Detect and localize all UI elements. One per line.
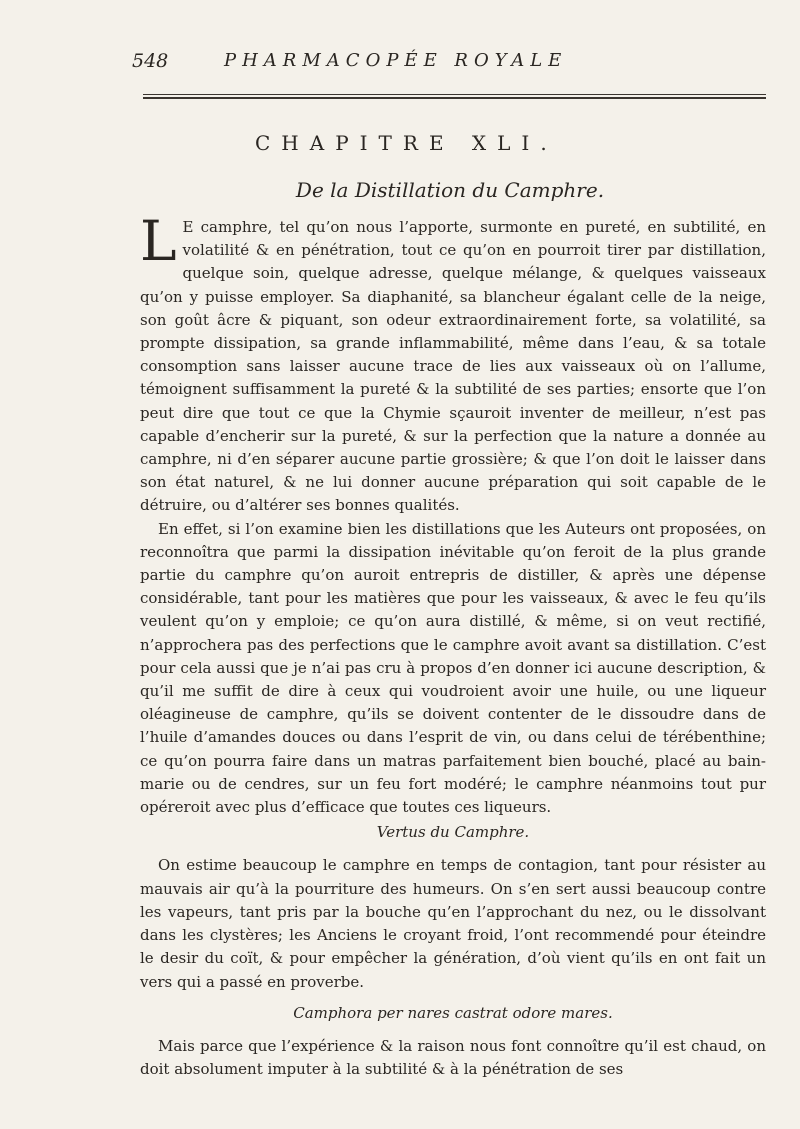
latin-proverb: Camphora per nares castrat odore mares. bbox=[293, 1003, 613, 1022]
paragraph-1 bbox=[140, 209, 766, 518]
chapter-heading: CHAPITRE XLI. bbox=[255, 131, 558, 155]
running-title: PHARMACOPÉE ROYALE bbox=[224, 50, 568, 71]
page-header bbox=[132, 48, 772, 78]
paragraph-2: En effet, si l’on examine bien les distillations que les Auteurs ont proposées, on reconnoîtra que parmi la dissipation inévitable qu’on feroit de la plus grande partie du camphre qu’on auroit entrepris de distiller, & après une dépense considérable, tant pour les matières que pour les vaisseaux, & avec le feu qu’ils veulent qu’on y emploie; ce qu’on aura distillé, & même, si on veut rectifié, n’approchera pas des perfections que le camphre avoit avant sa distillation. C’est pour cela aussi que je n’ai pas cru à propos d’en donner ici aucune description, & qu’il me suffit de dire à ceux qui voudroient avoir une huile, ou une liqueur oléagineuse de camphre, qu’ils se doivent contenter de le dissoudre dans de l’huile d’amandes douces ou dans l’esprit de vin, ou dans celui de térébenthine; ce qu’on pourra faire dans un matras parfaitement bien bouché, placé au bain-marie ou de cendres, sur un feu fort modéré; le camphre néanmoins tout pur opéreroit avec plus d’efficace que toutes ces liqueurs. bbox=[140, 519, 766, 817]
page-number: 548 bbox=[132, 50, 169, 72]
header-rule bbox=[143, 94, 766, 99]
drop-cap: L bbox=[140, 209, 177, 273]
body-text bbox=[140, 209, 766, 1081]
chapter-title: De la Distillation du Camphre. bbox=[295, 178, 605, 202]
paragraph-4: Mais parce que l’expérience & la raison nous font connoître qu’il est chaud, on doit absolument imputer à la subtilité & à la pénétration de ses bbox=[140, 1036, 766, 1079]
paragraph-3: On estime beaucoup le camphre en temps de contagion, tant pour résister au mauvais air qu’à la pourriture des humeurs. On s’en sert aussi beaucoup contre les vapeurs, tant pris par la bouche qu’en l’approchant du nez, ou le dissolvant dans les clystères; les Anciens le croyant froid, l’ont recommendé pour éteindre le desir du coït, & pour empêcher la génération, d’où vient qu’ils en ont fait un vers qui a passé en proverbe. bbox=[140, 856, 766, 991]
paragraph-1-text: E camphre, tel qu’on nous l’apporte, surmonte en pureté, en subtilité, en volatilité & en pénétration, tout ce qu’on en pourroit tirer par distillation, quelque soin, quelque adresse, quelque mélange, & quelques vaisseaux qu’on y puisse employer. Sa diaphanité, sa blancheur égalant celle de la neige, son goût âcre & piquant, son odeur extraordinairement forte, sa volatilité, sa prompte dissipation, sa grande inflammabilité, même dans l’eau, & sa totale consomption sans laisser aucune trace de lies aux vaisseaux où on l’allume, témoignent suffisamment la pureté & la subtilité de ses parties; ensorte que l’on peut dire que tout ce que la Chymie sçauroit inventer de meilleur, n’est pas capable d’encherir sur la pureté, & sur la perfection que la nature a donnée au camphre, ni d’en séparer aucune partie grossière; & que l’on doit le laisser dans son état naturel, & ne lui donner aucune préparation qui soit capable de le détruire, ou d’altérer ses bonnes qualités. bbox=[140, 218, 766, 515]
section-title: Vertus du Camphre. bbox=[376, 823, 530, 842]
